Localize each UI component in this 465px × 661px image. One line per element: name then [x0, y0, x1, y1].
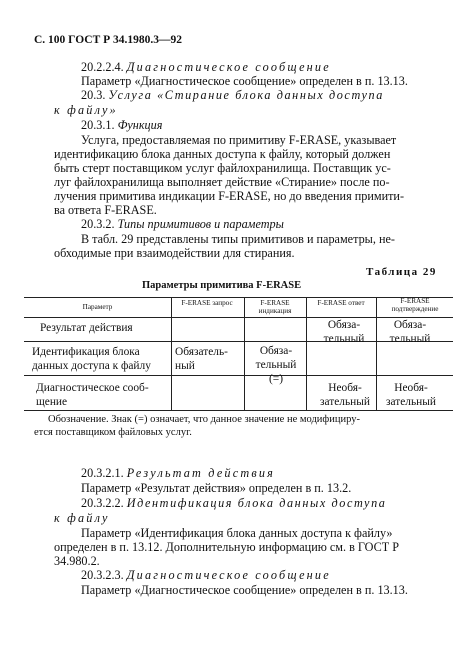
paragraph-line: определен в п. 13.12. Дополнительную информацию см. в ГОСТ Р	[54, 540, 399, 554]
paragraph-line: лучения примитива индикации F-ERASE, но до введения примити-	[54, 189, 405, 203]
table-row-1-response: Обяза-тельный	[323, 319, 365, 345]
paragraph-line: В табл. 29 представлены типы примитивов и параметры, не-	[81, 232, 395, 246]
section-number: 20.3.2.	[81, 217, 115, 231]
section-2024-heading	[81, 60, 331, 75]
table-row-3-param: Диагностическое сооб-щение	[36, 382, 149, 408]
section-number: 20.3.2.2.	[81, 496, 124, 510]
paragraph: Параметр «Результат действия» определен в п. 13.2.	[81, 481, 352, 495]
paragraph-line: идентификацию блока данных доступа к файлу, который должен	[54, 147, 391, 161]
page-header: С. 100 ГОСТ Р 34.1980.3—92	[34, 34, 183, 46]
section-20322-heading	[81, 496, 386, 511]
table-row-3-confirm: Необя-зательный	[385, 382, 437, 408]
table-note-line-2: ется поставщиком файловых услуг.	[34, 427, 192, 438]
column-header-confirm: F-ERASE подтверждение	[391, 297, 439, 313]
table-row-1-param: Результат действия	[40, 322, 133, 334]
table-title: Параметры примитива F-ERASE	[142, 280, 302, 291]
table-label: Таблица 29	[366, 266, 437, 278]
paragraph-line: луг файлохранилища выполняет действие «Стирание» после по-	[54, 175, 390, 189]
parameters-table	[24, 297, 453, 411]
column-header-param: Параметр	[82, 303, 113, 311]
column-header-response: F-ERASE ответ	[317, 299, 365, 307]
paragraph-line: 34.980.2.	[54, 554, 100, 568]
paragraph-line: быть стерт поставщиком услуг файлохранилища. Поставщик ус-	[54, 161, 391, 175]
column-header-request: F-ERASE запрос	[181, 299, 233, 307]
section-title: Функция	[117, 118, 163, 132]
section-title: Диагностическое сообщение	[126, 568, 331, 582]
table-row-2-indication: Обяза-тельный (=)	[255, 345, 297, 385]
section-number: 20.3.2.3.	[81, 568, 124, 582]
section-title: Типы примитивов и параметры	[117, 217, 284, 231]
section-title-continued: к файлу»	[54, 103, 118, 117]
section-20323-heading	[81, 568, 331, 583]
section-title: Услуга «Стирание блока данных доступа	[108, 88, 384, 102]
table-row-2-param: Идентификация блока данных доступа к файлу	[32, 346, 151, 372]
section-number: 20.3.1.	[81, 118, 115, 132]
table-note-line-1: Обозначение. Знак (=) означает, что данное значение не модифициру-	[48, 414, 360, 425]
paragraph-line: Параметр «Идентификация блока данных доступа к файлу»	[81, 526, 393, 540]
section-20321-heading	[81, 466, 275, 481]
table-row-2-request: Обязатель-ный	[175, 346, 228, 372]
paragraph: Параметр «Диагностическое сообщение» определен в п. 13.13.	[81, 583, 408, 597]
section-number: 20.2.2.4.	[81, 60, 124, 74]
column-header-indication: F-ERASE индикация	[258, 299, 292, 315]
section-203-heading	[81, 88, 384, 103]
section-title: Идентификация блока данных доступа	[126, 496, 387, 510]
paragraph-line: Услуга, предоставляемая по примитиву F-ERASE, указывает	[81, 133, 397, 147]
section-title: Диагностическое сообщение	[126, 60, 331, 74]
table-row-3-response: Необя-зательный	[319, 382, 371, 408]
paragraph-line: обходимые при взаимодействии для стирания.	[54, 246, 295, 260]
section-title: Результат действия	[126, 466, 275, 480]
section-number: 20.3.	[81, 88, 106, 102]
table-row-1-confirm: Обяза-тельный	[389, 319, 431, 345]
section-title-continued: к файлу	[54, 511, 110, 525]
section-2031-heading	[81, 118, 162, 133]
section-number: 20.3.2.1.	[81, 466, 124, 480]
paragraph-line: ва ответа F-ERASE.	[54, 203, 157, 217]
paragraph: Параметр «Диагностическое сообщение» определен в п. 13.13.	[81, 74, 408, 88]
section-2032-heading	[81, 217, 284, 232]
